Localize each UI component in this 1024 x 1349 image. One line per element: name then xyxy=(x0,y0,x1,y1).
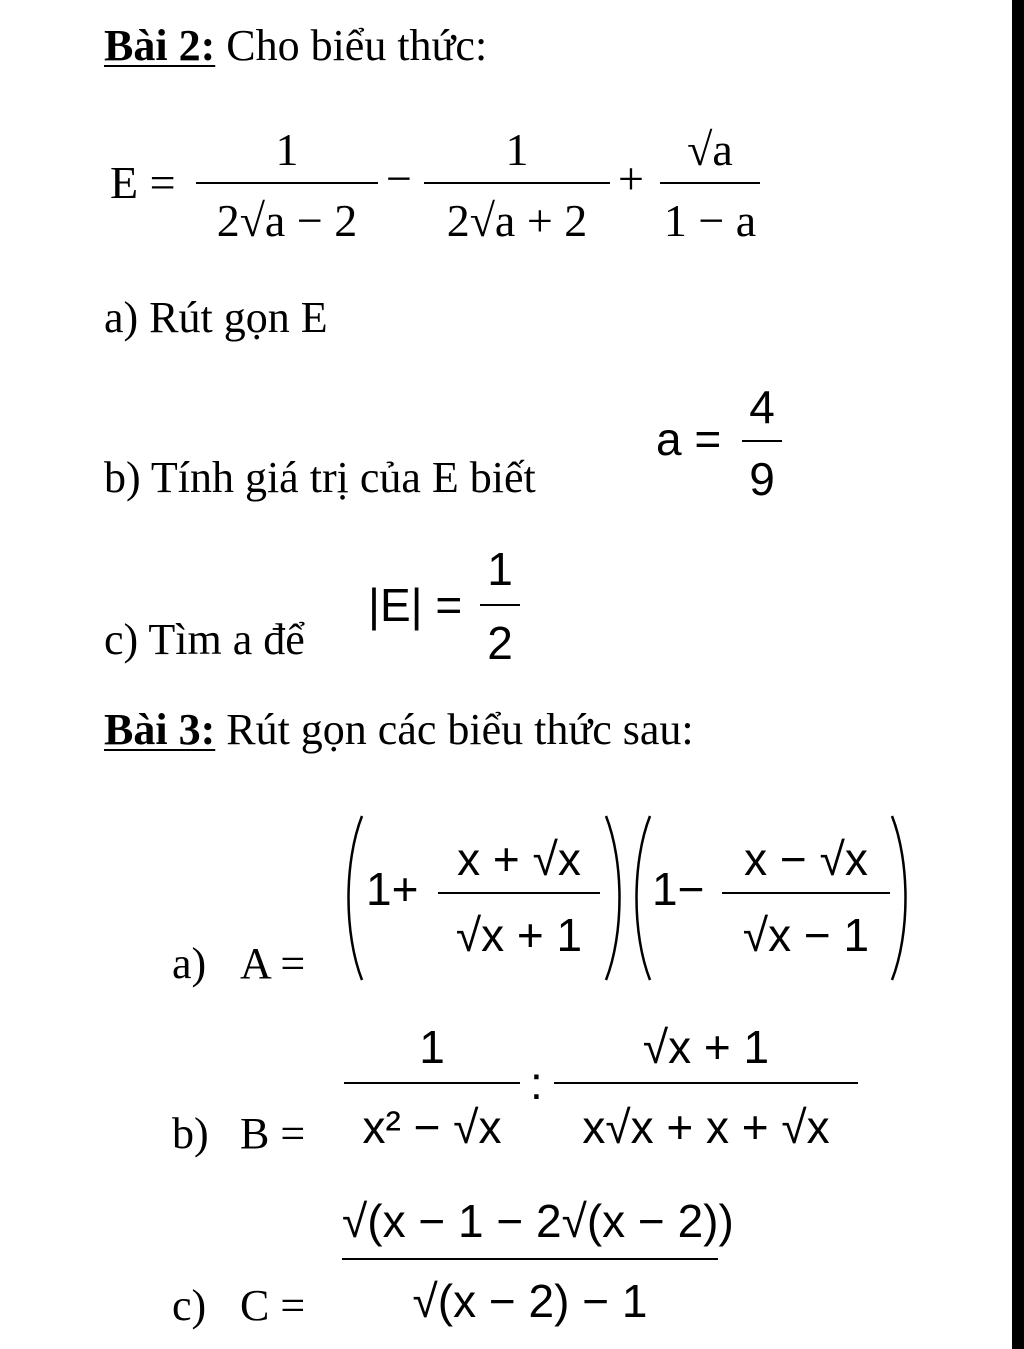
b-den: 9 xyxy=(749,453,775,505)
a-right-paren-2 xyxy=(888,812,914,984)
a-f1-den: √x + 1 xyxy=(455,909,583,961)
a-right-paren-1 xyxy=(602,812,628,984)
e-f1-den: 2√a − 2 xyxy=(216,195,358,246)
a-f2-bar xyxy=(722,892,890,894)
e-f2-num: 1 xyxy=(505,124,529,175)
bai2-text: Cho biểu thức: xyxy=(226,21,488,70)
a-f2-num: x − √x xyxy=(744,833,868,885)
c-bar xyxy=(480,604,520,606)
b-lhs: B = xyxy=(240,1109,306,1158)
b-op: : xyxy=(530,1057,543,1109)
b-bar xyxy=(742,440,782,442)
a-f2-den: √x − 1 xyxy=(742,909,870,961)
c-label: c) xyxy=(172,1281,207,1330)
b-f2-bar xyxy=(554,1082,858,1084)
a-left-paren-2 xyxy=(628,812,654,984)
e-f2-den: 2√a + 2 xyxy=(446,195,588,246)
bai2-part-a: a) Rút gọn E xyxy=(104,293,328,342)
e-op2: + xyxy=(618,153,644,204)
b-f1-bar xyxy=(344,1082,520,1084)
e-f1-num: 1 xyxy=(275,124,299,175)
a-f2-prefix: 1− xyxy=(652,863,705,915)
right-border xyxy=(1012,0,1024,1349)
bai2-part-c-text: c) Tìm a để xyxy=(104,615,305,664)
a-left-paren-1 xyxy=(340,812,366,984)
b-f1-num: 1 xyxy=(419,1021,445,1073)
b-f2-den: x√x + x + √x xyxy=(582,1101,830,1153)
b-f1-den: x² − √x xyxy=(362,1101,502,1153)
e-f2-bar xyxy=(424,182,610,184)
c-den: √(x − 2) − 1 xyxy=(412,1275,648,1327)
a-f1-bar xyxy=(438,892,600,894)
b-num: 4 xyxy=(749,381,775,433)
b-lhs: a = xyxy=(656,413,722,465)
e-f3-bar xyxy=(660,182,760,184)
a-f1-num: x + √x xyxy=(457,833,581,885)
e-lhs: E = xyxy=(110,157,176,208)
e-f1-bar xyxy=(196,182,378,184)
c-lhs: C = xyxy=(240,1281,306,1330)
c-num: √(x − 1 − 2√(x − 2)) xyxy=(342,1195,734,1247)
bai3-label: Bài 3: xyxy=(104,705,216,754)
c-den: 2 xyxy=(487,617,513,669)
e-op1: − xyxy=(386,153,412,204)
a-f1-prefix: 1+ xyxy=(366,863,419,915)
bai2-heading xyxy=(104,21,488,70)
c-lhs: |E| = xyxy=(368,579,463,631)
b-f2-num: √x + 1 xyxy=(642,1021,770,1073)
a-lhs: A = xyxy=(240,939,306,988)
bai2-part-b-text: b) Tính giá trị của E biết xyxy=(104,453,536,502)
c-num: 1 xyxy=(487,543,513,595)
bai3-text: Rút gọn các biểu thức sau: xyxy=(226,705,694,754)
bai3-heading xyxy=(104,705,694,754)
bai2-label: Bài 2: xyxy=(104,21,216,70)
a-label: a) xyxy=(172,939,207,988)
e-f3-den: 1 − a xyxy=(663,195,757,246)
c-bar xyxy=(342,1258,718,1260)
e-f3-num: √a xyxy=(687,124,733,175)
b-label: b) xyxy=(172,1109,209,1158)
